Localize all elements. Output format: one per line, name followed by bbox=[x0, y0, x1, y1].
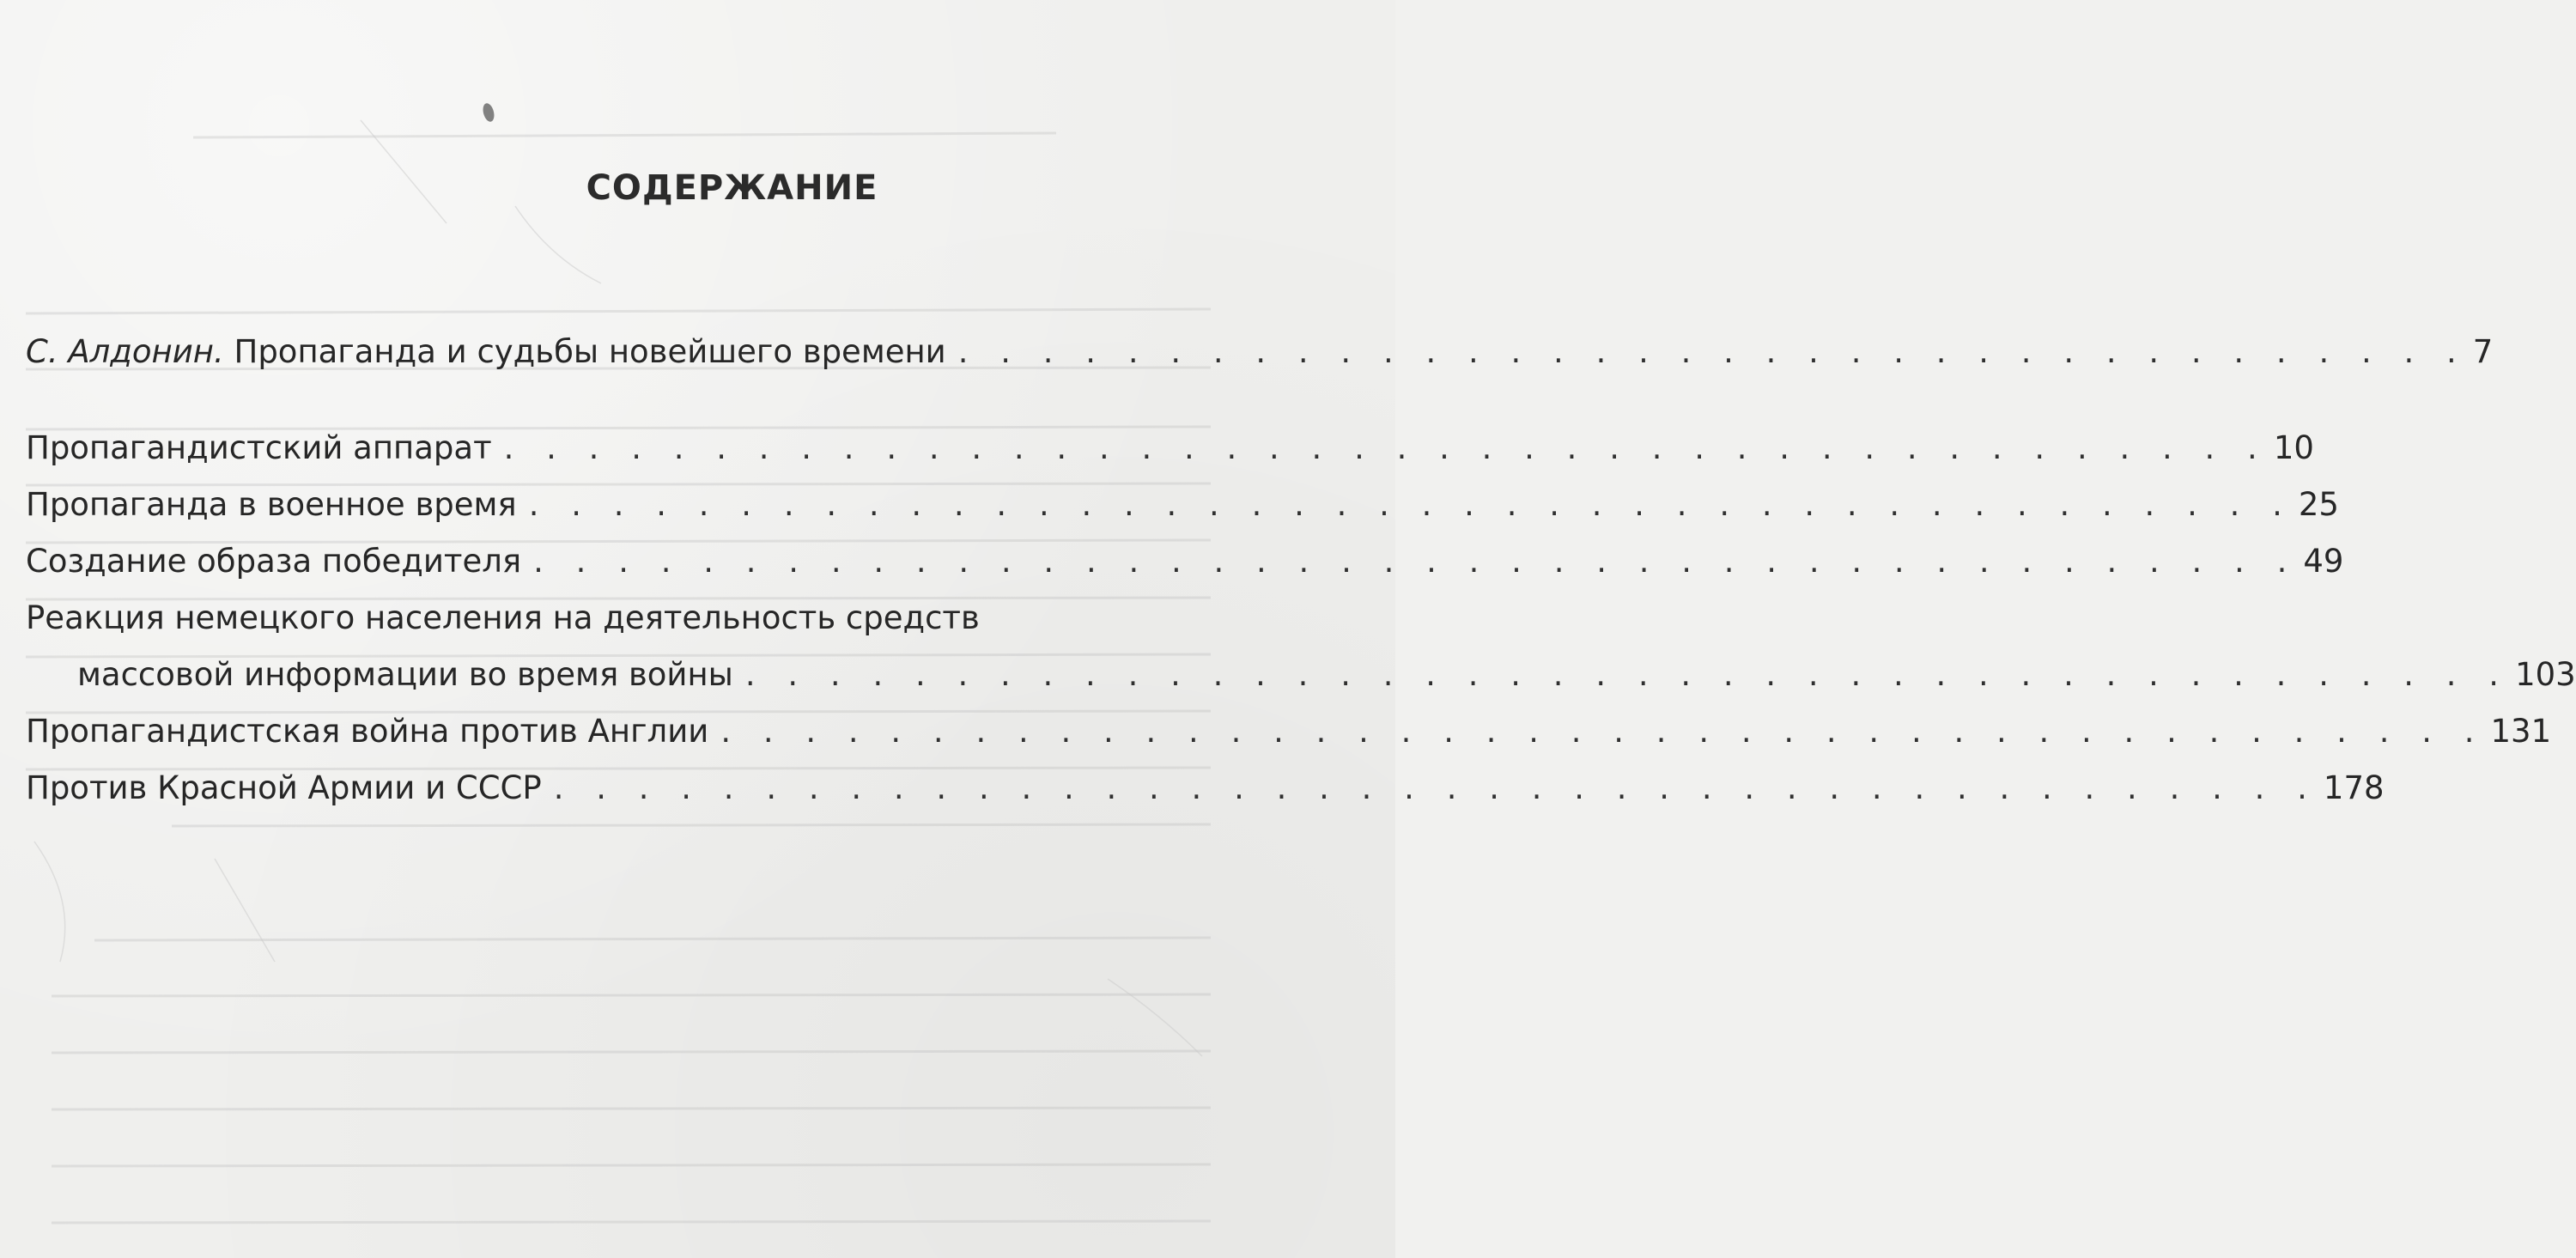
toc-page-number: 131 bbox=[2490, 713, 2552, 750]
toc-leader-dots: . . . . . . . . . . . . . . . . . . . . . . . . . . . . . . . . . . . . bbox=[957, 333, 2468, 370]
toc-entry-text: Против Красной Армии и СССР bbox=[26, 769, 542, 806]
toc-entry[interactable] bbox=[26, 429, 2314, 467]
toc-entry-text: Реакция немецкого населения на деятельность средств bbox=[26, 599, 980, 636]
toc-page-number: 103 bbox=[2515, 656, 2576, 693]
toc-leader-dots: . . . . . . . . . . . . . . . . . . . . . . . . . . . . . . . . . . . . . . . . . . bbox=[528, 486, 2293, 523]
toc-entry-preface[interactable] bbox=[26, 333, 2494, 371]
toc-page-number: 25 bbox=[2298, 486, 2339, 523]
toc-entry[interactable] bbox=[26, 599, 2576, 693]
toc-entry[interactable] bbox=[26, 769, 2385, 807]
toc-leader-dots: . . . . . . . . . . . . . . . . . . . . . . . . . . . . . . . . . . . . . . . . . . bbox=[503, 429, 2269, 466]
toc-entry-label bbox=[26, 333, 946, 371]
toc-entry[interactable] bbox=[26, 543, 2344, 580]
toc-page-number: 178 bbox=[2323, 769, 2385, 806]
toc-entry-text: Пропагандистская война против Англии bbox=[26, 713, 709, 750]
toc-leader-dots: . . . . . . . . . . . . . . . . . . . . . . . . . . . . . . . . . . . . . . . . . . bbox=[744, 656, 2511, 693]
toc-leader-dots: . . . . . . . . . . . . . . . . . . . . . . . . . . . . . . . . . . . . . . . . . . bbox=[720, 713, 2486, 750]
toc-leader-dots: . . . . . . . . . . . . . . . . . . . . . . . . . . . . . . . . . . . . . . . . . . bbox=[553, 769, 2318, 806]
toc-page-number: 49 bbox=[2303, 543, 2344, 580]
toc-page-number: 7 bbox=[2472, 333, 2494, 370]
toc-entry-text: Пропаганда в военное время bbox=[26, 486, 517, 523]
toc-title: СОДЕРЖАНИЕ bbox=[586, 168, 878, 208]
toc-entry-text: Пропаганда и судьбы новейшего времени bbox=[234, 333, 946, 370]
toc-entry[interactable] bbox=[26, 486, 2339, 524]
toc-entry-text: Создание образа победителя bbox=[26, 543, 522, 580]
toc-entry-author: С. Алдонин. bbox=[26, 333, 224, 370]
ink-smudge bbox=[481, 102, 495, 123]
toc-entry-text: Пропагандистский аппарат bbox=[26, 429, 492, 466]
toc-entry[interactable] bbox=[26, 713, 2552, 751]
toc-entry-text-continued: массовой информации во время войны bbox=[77, 656, 733, 693]
toc-page-number: 10 bbox=[2273, 429, 2314, 466]
toc-leader-dots: . . . . . . . . . . . . . . . . . . . . . . . . . . . . . . . . . . . . . . . . . . bbox=[533, 543, 2299, 580]
